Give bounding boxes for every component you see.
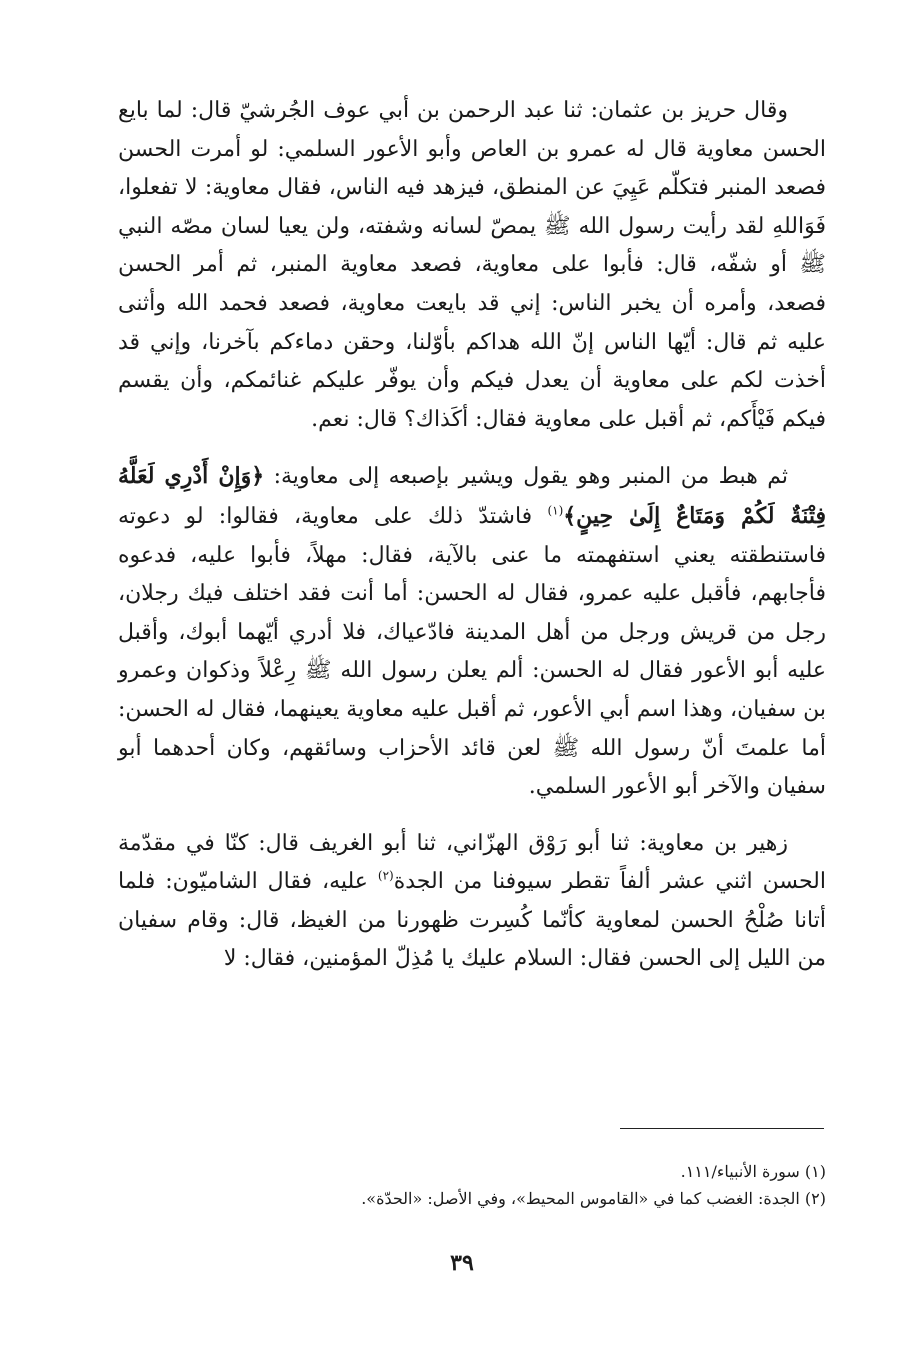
footnote-ref-2: (٢) bbox=[377, 868, 394, 883]
paragraph-2-after: فاشتدّ ذلك على معاوية، فقالوا: لو دعوته فاستنطقته يعني استفهمته ما عنى بالآية، فقال: مهلاً، فأبوا عليه، فدعوه فأجابهم، فأقبل عليه عمرو، فقال له الحسن: أما أنت فقد اختلف فيك رجلان، رجل من قريش ورجل من أهل المدينة فادّعياك، فلا أدري أيّهما أبوك، وأقبل عليه أبو الأعور فقال له الحسن: ألم يعلن رسول الله ﷺ رِعْلاً وذكوان وعمرو بن سفيان، وهذا اسم أبي الأعور، ثم أقبل عليه معاوية يعينهما، فقال له الحسن: أما علمتَ أنّ رسول الله ﷺ لعن قائد الأحزاب وسائقهم، وكان أحدهما أبو سفيان والآخر أبو الأعور السلمي. bbox=[118, 503, 826, 800]
quran-verse: ﴿وَإِنْ أَدْرِي لَعَلَّهُ فِتْنَةٌ لَكُمْ وَمَتَاعٌ إِلَىٰ حِينٍ﴾ bbox=[118, 463, 826, 529]
footnote-1: (١) سورة الأنبياء/١١١. bbox=[680, 1162, 826, 1181]
paragraph-3 bbox=[118, 825, 826, 979]
paragraph-3-after: عليه، فقال الشاميّون: فلما أتانا صُلْحُ الحسن لمعاوية كأنّما كُسِرت ظهورنا من الغيظ، قال: وقام سفيان من الليل إلى الحسن فقال: السلام عليك يا مُذِلّ المؤمنين، فقال: لا bbox=[118, 869, 826, 972]
paragraph-2-before: ثم هبط من المنبر وهو يقول ويشير بإصبعه إلى معاوية: bbox=[264, 464, 788, 490]
page-number: ٣٩ bbox=[450, 1250, 474, 1276]
main-text-block bbox=[118, 92, 826, 979]
footnote-2: (٢) الجدة: الغضب كما في «القاموس المحيط»، وفي الأصل: «الحدّة». bbox=[361, 1189, 826, 1208]
paragraph-3-before: زهير بن معاوية: ثنا أبو رَوْق الهزّاني، ثنا أبو الغريف قال: كنّا في مقدّمة الحسن اثني عشر ألفاً تقطر سيوفنا من الجدة bbox=[118, 830, 826, 895]
paragraph-1-text: وقال حريز بن عثمان: ثنا عبد الرحمن بن أبي عوف الجُرشيّ قال: لما بايع الحسن معاوية قال له عمرو بن العاص وأبو الأعور السلمي: لو أمرت الحسن فصعد المنبر فتكلّم عَيِيَ عن المنطق، فيزهد فيه الناس، فقال معاوية: لا تفعلوا، فَوَاللهِ لقد رأيت رسول الله ﷺ يمصّ لسانه وشفته، ولن يعيا لسان مصّه النبي ﷺ أو شفّه، قال: فأبوا على معاوية، فصعد معاوية المنبر، ثم أمر الحسن فصعد، وأمره أن يخبر الناس: إني قد بايعت معاوية، فصعد فحمد الله وأثنى عليه ثم قال: أيّها الناس إنّ الله هداكم بأوّلنا، وحقن دماءكم بآخرنا، وإني قد أخذت لكم على معاوية أن يعدل فيكم وأن يوفّر عليكم غنائمكم، وأن يقسم فيكم فَيْأَكم، ثم أقبل على معاوية فقال: أكَذاك؟ قال: نعم. bbox=[118, 98, 826, 432]
footnote-divider bbox=[620, 1128, 824, 1129]
paragraph-2 bbox=[118, 457, 826, 806]
footnotes-block bbox=[118, 1158, 826, 1212]
paragraph-1 bbox=[118, 92, 826, 439]
footnote-ref-1: (١) bbox=[547, 503, 564, 518]
